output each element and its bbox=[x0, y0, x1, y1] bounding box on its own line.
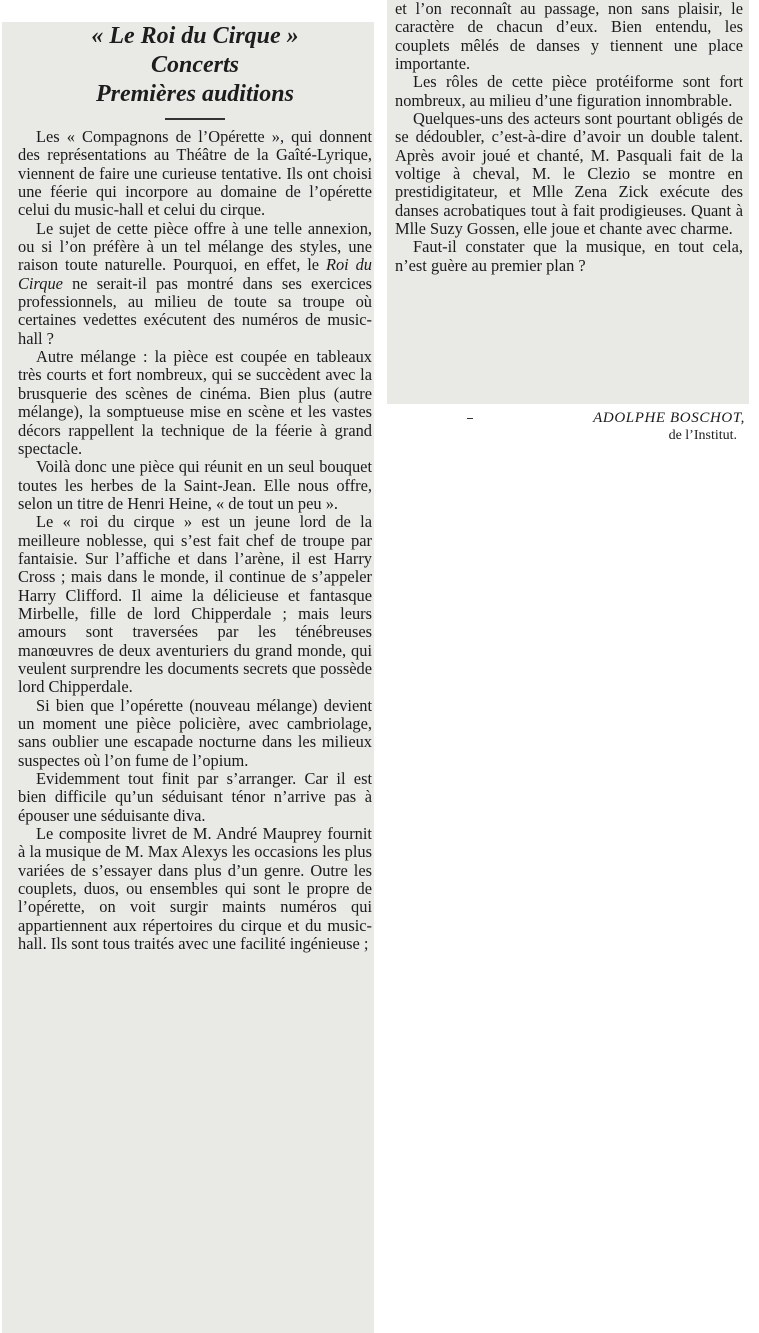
paragraph-1: Les « Compagnons de l’Opérette », qui donnent des représentations au Théâtre de la Gaîté-Lyrique, viennent de faire une curieuse tentative. Ils ont choisi une féerie qui incorpore au domaine de l’opérette celui du music-hall et celui du cirque. bbox=[18, 127, 372, 220]
author-affiliation: de l’Institut. bbox=[668, 428, 737, 443]
paragraph-12: Faut-il constater que la musique, en tout cela, n’est guère au premier plan ? bbox=[395, 237, 743, 275]
heading-rule bbox=[165, 118, 225, 120]
signature-dash bbox=[467, 418, 473, 419]
headline-subtitle-premieres: Premières auditions bbox=[95, 81, 294, 107]
play-title-italic: Roi du Cirque bbox=[18, 255, 372, 293]
paragraph-3: Autre mélange : la pièce est coupée en tableaux très courts et fort nombreux, qui se succèdent avec la brusquerie des scènes de cinéma. Bien plus (autre mélange), la somptueuse mise en scène et les vastes décors rappellent la technique de la féerie à grand spectacle. bbox=[18, 347, 372, 458]
paragraph-8: Le composite livret de M. André Mauprey fournit à la musique de M. Max Alexys les occasions les plus variées de s’essayer dans plus d’un genre. Outre les couplets, duos, ou ensembles qui sont le propre de l’opérette, on voit surgir maints numéros qui appartiennent aux répertoires du cirque et du music-hall. Ils sont tous traités avec une facilité ingénieuse ; bbox=[18, 824, 372, 954]
headline-subtitle-concerts: Concerts bbox=[150, 52, 239, 78]
article-left-column bbox=[2, 22, 374, 1333]
signature-block bbox=[390, 408, 745, 444]
paragraph-10: Les rôles de cette pièce protéiforme sont fort nombreux, au milieu d’une figuration innombrable. bbox=[395, 72, 743, 110]
paragraph-7: Evidemment tout finit par s’arranger. Car il est bien difficile qu’un séduisant ténor n’arrive pas à épouser une séduisante diva. bbox=[18, 769, 372, 825]
paragraph-5: Le « roi du cirque » est un jeune lord de la meilleure noblesse, qui s’est fait chef de troupe par fantaisie. Sur l’affiche et dans l’arène, il est Harry Cross ; mais dans le monde, il continue de s’appeler Harry Clifford. Il aime la délicieuse et fantasque Mirbelle, fille de lord Chipperdale ; mais leurs amours sont traversées par les ténébreuses manœuvres de deux aventuriers du grand monde, qui veulent surprendre les documents secrets que possède lord Chipperdale. bbox=[18, 512, 372, 697]
paragraph-6: Si bien que l’opérette (nouveau mélange) devient un moment une pièce policière, avec cambriolage, sans oublier une escapade nocturne dans les milieux suspectes où l’on fume de l’opium. bbox=[18, 695, 372, 770]
author-name-text: ADOLPHE BOSCHOT, bbox=[593, 410, 745, 426]
paragraph-2: Le sujet de cette pièce offre à une telle annexion, ou si l’on préfère à un tel mélange des styles, une raison toute naturelle. Pourquoi, en effet, le Roi du Cirque ne serait-il pas montré dans ses exercices professionnels, au milieu de toute sa troupe où certaines vedettes exécutent des numéros de music-hall ? bbox=[18, 218, 372, 348]
article-right-column bbox=[387, 0, 749, 404]
article-heading bbox=[18, 22, 372, 111]
paragraph-11: Quelques-uns des acteurs sont pourtant obligés de se dédoubler, c’est-à-dire d’avoir un double talent. Après avoir joué et chanté, M. Pasquali fait de la voltige à cheval, M. le Clezio se montre en prestidigitateur, et Mlle Zena Zick exécute des danses acrobatiques tout à fait prodigieuses. Quant à Mlle Suzy Gossen, elle joue et chante avec charme. bbox=[395, 109, 743, 239]
paragraph-4: Voilà donc une pièce qui réunit en un seul bouquet toutes les herbes de la Saint-Jean. Elle nous offre, selon un titre de Henri Heine, « de tout un peu ». bbox=[18, 457, 372, 513]
author-name bbox=[390, 408, 745, 428]
paragraph-9: et l’on reconnaît au passage, non sans plaisir, le caractère de chacun d’eux. Bien entendu, les couplets mêlés de danses y tiennent une place importante. bbox=[395, 0, 743, 74]
headline-title: « Le Roi du Cirque » bbox=[91, 23, 299, 49]
